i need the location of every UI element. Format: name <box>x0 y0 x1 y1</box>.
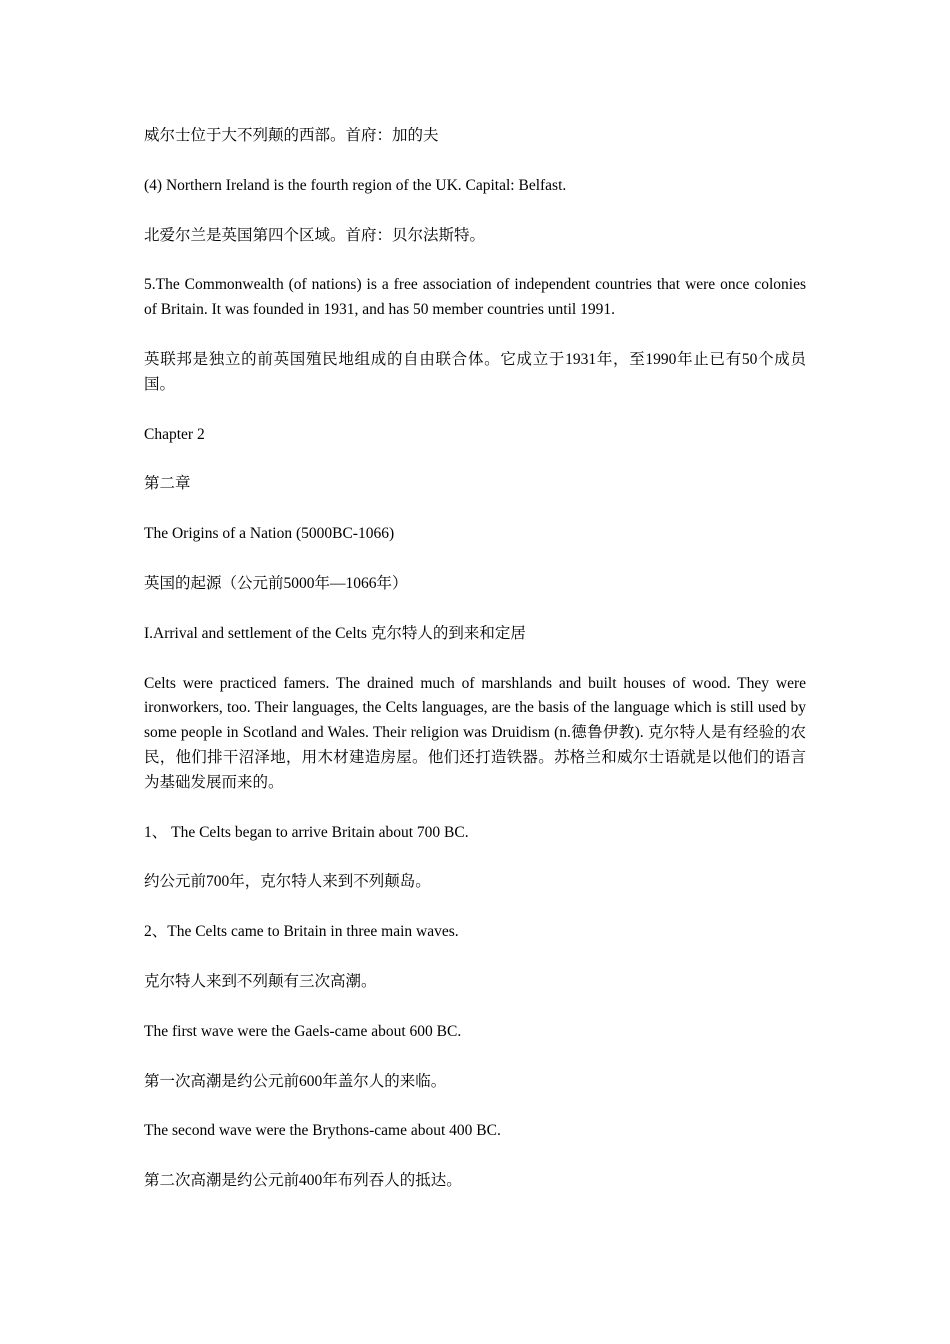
paragraph-celts-description: Celts were practiced famers. The drained much of marshlands and built houses of wood. They were ironworkers, too. Their languages, the Celts languages, are the basis of the language which is still used by some people in Scotland and Wales. Their religion was Druidism (n.德鲁伊教). 克尔特人是有经验的农民，他们排干沼泽地，用木材建造房屋。他们还打造铁器。苏格兰和威尔士语就是以他们的语言为基础发展而来的。 <box>144 674 806 791</box>
document-page <box>144 124 806 1219</box>
paragraph-northern-ireland: (4) Northern Ireland is the fourth region of the UK. Capital: Belfast. <box>144 176 567 194</box>
paragraph-northern-ireland-cn: 北爱尔兰是英国第四个区域。首府：贝尔法斯特。 <box>144 226 486 244</box>
paragraph-second-wave: The second wave were the Brythons-came about 400 BC. <box>144 1122 501 1140</box>
list-item-celts-arrival: 1、 The Celts began to arrive Britain about 700 BC. <box>144 823 469 841</box>
paragraph-commonwealth-cn: 英联邦是独立的前英国殖民地组成的自由联合体。它成立于1931年，至1990年止已有50个成员国。 <box>144 350 806 393</box>
chapter-heading: Chapter 2 <box>144 425 205 443</box>
list-item-celts-arrival-cn: 约公元前700年，克尔特人来到不列颠岛。 <box>144 873 431 891</box>
paragraph-first-wave-cn: 第一次高潮是约公元前600年盖尔人的来临。 <box>144 1072 447 1090</box>
paragraph-first-wave: The first wave were the Gaels-came about 600 BC. <box>144 1022 462 1040</box>
section-heading-celts: I.Arrival and settlement of the Celts 克尔特人的到来和定居 <box>144 624 526 642</box>
paragraph-wales-capital: 威尔士位于大不列颠的西部。首府：加的夫 <box>144 127 439 144</box>
paragraph-commonwealth: 5.The Commonwealth (of nations) is a free association of independent countries that were once colonies of Britain. It was founded in 1931, and has 50 member countries until 1991. <box>144 276 806 319</box>
list-item-celts-waves: 2、The Celts came to Britain in three main waves. <box>144 923 459 941</box>
paragraph-second-wave-cn: 第二次高潮是约公元前400年布列吞人的抵达。 <box>144 1172 462 1190</box>
list-item-celts-waves-cn: 克尔特人来到不列颠有三次高潮。 <box>144 972 377 990</box>
chapter-heading-cn: 第二章 <box>144 475 191 493</box>
chapter-title: The Origins of a Nation (5000BC-1066) <box>144 525 395 543</box>
chapter-title-cn: 英国的起源（公元前5000年—1066年） <box>144 574 408 592</box>
